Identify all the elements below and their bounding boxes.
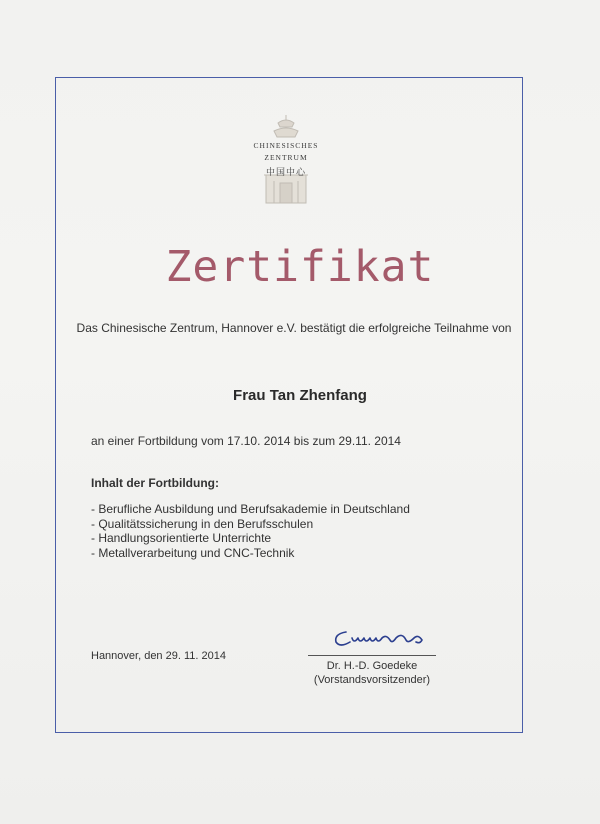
signer-name: Dr. H.-D. Goedeke — [326, 660, 418, 672]
content-heading: Inhalt der Fortbildung: — [91, 476, 219, 490]
certificate-title: Zertifikat — [165, 242, 435, 292]
logo-text-line1: CHINESISCHES — [253, 141, 319, 150]
intro-text: Das Chinesische Zentrum, Hannover e.V. bestätigt die erfolgreiche Teilnahme von — [76, 321, 512, 335]
handwritten-signature — [332, 624, 432, 657]
list-item: - Berufliche Ausbildung und Berufsakademie in Deutschland — [91, 502, 410, 516]
logo-chinese-text: 中国中心 — [265, 168, 306, 178]
signature-line — [308, 655, 436, 656]
recipient-name: Frau Tan Zhenfang — [233, 387, 367, 404]
training-dates: an einer Fortbildung vom 17.10. 2014 bis zum 29.11. 2014 — [91, 434, 401, 448]
content-list — [91, 502, 410, 560]
list-item: - Qualitätssicherung in den Berufsschulen — [91, 516, 314, 531]
organization-logo — [236, 113, 336, 213]
signer-role: (Vorstandsvorsitzender) — [313, 674, 431, 686]
list-item: - Metallverarbeitung und CNC-Technik — [91, 545, 295, 560]
place-and-date: Hannover, den 29. 11. 2014 — [91, 650, 226, 662]
pagoda-emblem-icon — [258, 113, 314, 213]
logo-text-line2: ZENTRUM — [264, 153, 308, 162]
list-item: - Handlungsorientierte Unterrichte — [91, 531, 272, 545]
